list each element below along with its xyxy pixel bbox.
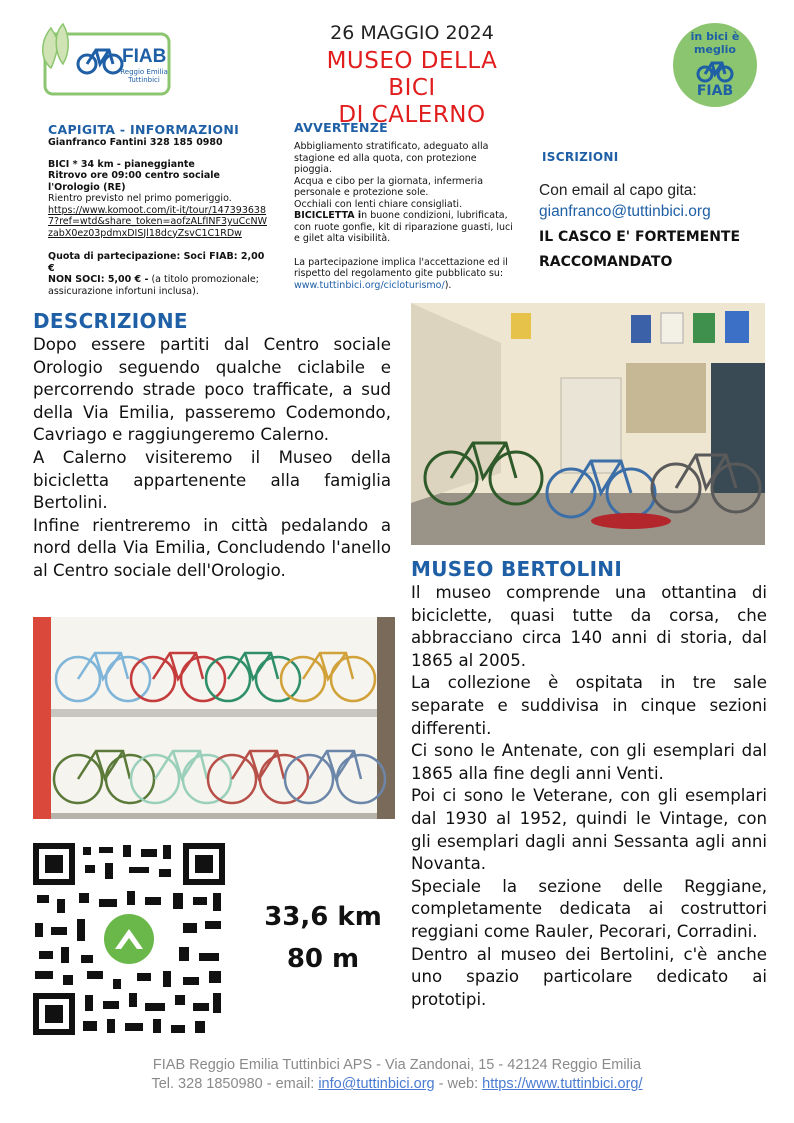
footer-tel: Tel. 328 1850980 - email:: [151, 1076, 319, 1092]
bici-rest: n buone condizioni, lubrificata, con ruote gonfie, kit di riparazione guasti, luci e gilet alta visibilità.: [294, 210, 513, 244]
museum-room-photo: [411, 303, 765, 545]
avvertenze-text2: Acqua e cibo per la giornata, infermeria personale e protezione sole.: [294, 175, 484, 198]
avvertenze-text3: Occhiali con lenti chiare consigliati.: [294, 198, 463, 210]
fiab-logo-subtitle: [119, 68, 169, 84]
bici-line: BICI * 34 km - pianeggiante: [48, 158, 195, 170]
fiab-logo-text: FIAB: [122, 46, 167, 67]
bike-racks-photo: [33, 617, 395, 819]
fiab-logo: [33, 20, 173, 98]
info-column: [48, 122, 270, 297]
avvertenze-bici: [294, 210, 516, 245]
ritrovo-line: Ritrovo ore 09:00 centro sociale l'Orologio (RE): [48, 170, 220, 193]
descrizione-p1: Dopo essere partiti dal Centro sociale Orologio seguendo qualche ciclabile e percorrendo strade poco trafficate, a sud della Via Emilia, passeremo Codemondo, Cavriago e raggiungeremo Calerno.: [33, 335, 391, 445]
badge-bottom-text: FIAB: [696, 83, 734, 99]
museo-body: [411, 582, 767, 1011]
capogita-contact: Gianfranco Fantini 328 185 0980: [48, 137, 223, 148]
museo-p3: Ci sono le Antenate, con gli esemplari dal 1865 alla fine degli anni Venti.: [411, 741, 767, 783]
komoot-link[interactable]: https://www.komoot.com/it-it/tour/1473936387?ref=wtd&share_token=aofzALfINF3yuCcNWzabX0ez03pdmxDISJl18dcyZsvC1C1RDw: [48, 204, 267, 239]
quota-line: Quota di partecipazione: Soci FIAB: 2,00 €: [48, 251, 265, 274]
museo-p5: Speciale la sezione delle Reggiane, completamente dedicata ai costruttori reggiani come Rauler, Pecorari, Corradini.: [411, 876, 767, 941]
museo-p4: Poi ci sono le Veterane, con gli esemplari dal 1930 al 1952, quindi le Vintage, con gli esemplari dagli anni Sessanta agli anni Novanta.: [411, 786, 767, 874]
avvertenze-text1: Abbigliamento stratificato, adeguato alla stagione ed alla quota, con protezione pioggia.: [294, 141, 489, 175]
avvertenze-column: [294, 120, 516, 291]
avvertenze-heading: AVVERTENZE: [294, 120, 388, 135]
qr-code-icon: [33, 843, 225, 1035]
museo-p2: La collezione è ospitata in tre sale separate e suddivisa in cinque sezioni differenti.: [411, 673, 767, 738]
title-line2: DI CALERNO: [338, 102, 486, 128]
in-bici-e-meglio-logo: [672, 22, 758, 108]
elevation-value: 80 m: [286, 944, 360, 974]
museum-room-illustration: [411, 303, 765, 545]
page-title: [300, 48, 524, 129]
iscrizioni-text: Con email al capo gita:: [539, 182, 697, 199]
rientro-line: Rientro previsto nel primo pomeriggio.: [48, 193, 232, 204]
regolamento-link-line: [294, 280, 516, 292]
distance-value: 33,6 km: [264, 902, 382, 932]
footer-contacts: [0, 1075, 794, 1094]
regolamento-text: La partecipazione implica l'accettazione ed il rispetto del regolamento gite pubblicato su:: [294, 256, 508, 279]
bici-bold: BICICLETTA i: [294, 210, 362, 221]
regolamento-end: ).: [444, 279, 452, 291]
footer-web-label: - web:: [434, 1076, 483, 1092]
badge-top-text: in bici è meglio: [690, 30, 740, 56]
descrizione-body: [33, 334, 391, 583]
footer: [0, 1056, 794, 1094]
museo-p6: Dentro al museo dei Bertolini, c'è anche uno spazio particolare dedicato ai prototipi.: [411, 944, 767, 1009]
footer-email-link[interactable]: info@tuttinbici.org: [318, 1076, 435, 1092]
fiab-logo-sub2: Tuttinbici: [128, 76, 160, 84]
info-heading: CAPIGITA - INFORMAZIONI: [48, 122, 240, 137]
descrizione-p2: A Calerno visiteremo il Museo della bicicletta appartenente alla famiglia Bertolini.: [33, 447, 391, 513]
fiab-logo-sub1: Reggio Emilia: [120, 68, 168, 76]
event-date: 26 MAGGIO 2024: [330, 22, 494, 44]
museo-p1: Il museo comprende una ottantina di biciclette, quasi tutte da corsa, che abbracciano circa 140 anni di storia, dal 1865 al 2005.: [411, 583, 767, 670]
museo-heading: MUSEO BERTOLINI: [411, 557, 623, 581]
komoot-qr-code[interactable]: [33, 843, 225, 1035]
iscrizioni-heading: ISCRIZIONI: [542, 150, 619, 164]
nonsoci-note: (a titolo promozionale; assicurazione infortuni inclusa).: [48, 274, 259, 297]
descrizione-heading: DESCRIZIONE: [33, 309, 188, 333]
footer-address: FIAB Reggio Emilia Tuttinbici APS - Via Zandonai, 15 - 42124 Reggio Emilia: [152, 1057, 642, 1073]
footer-web-link[interactable]: https://www.tuttinbici.org/: [482, 1076, 643, 1092]
descrizione-p3: Infine rientreremo in città pedalando a nord della Via Emilia, Concludendo l'anello al Centro sociale dell'Orologio.: [33, 515, 391, 580]
regolamento-link[interactable]: www.tuttinbici.org/cicloturismo/: [294, 279, 445, 291]
nonsoci-line: [48, 274, 270, 297]
bike-racks-illustration: [33, 617, 395, 819]
casco-warning: IL CASCO E' FORTEMENTE RACCOMANDATO: [539, 229, 741, 270]
tour-stats: [253, 896, 393, 980]
iscrizioni-email[interactable]: gianfranco@tuttinbici.org: [539, 203, 711, 220]
nonsoci-price: NON SOCI: 5,00 € -: [48, 274, 149, 285]
iscrizioni-column: [539, 150, 759, 275]
title-line1: MUSEO DELLA BICI: [326, 48, 498, 101]
